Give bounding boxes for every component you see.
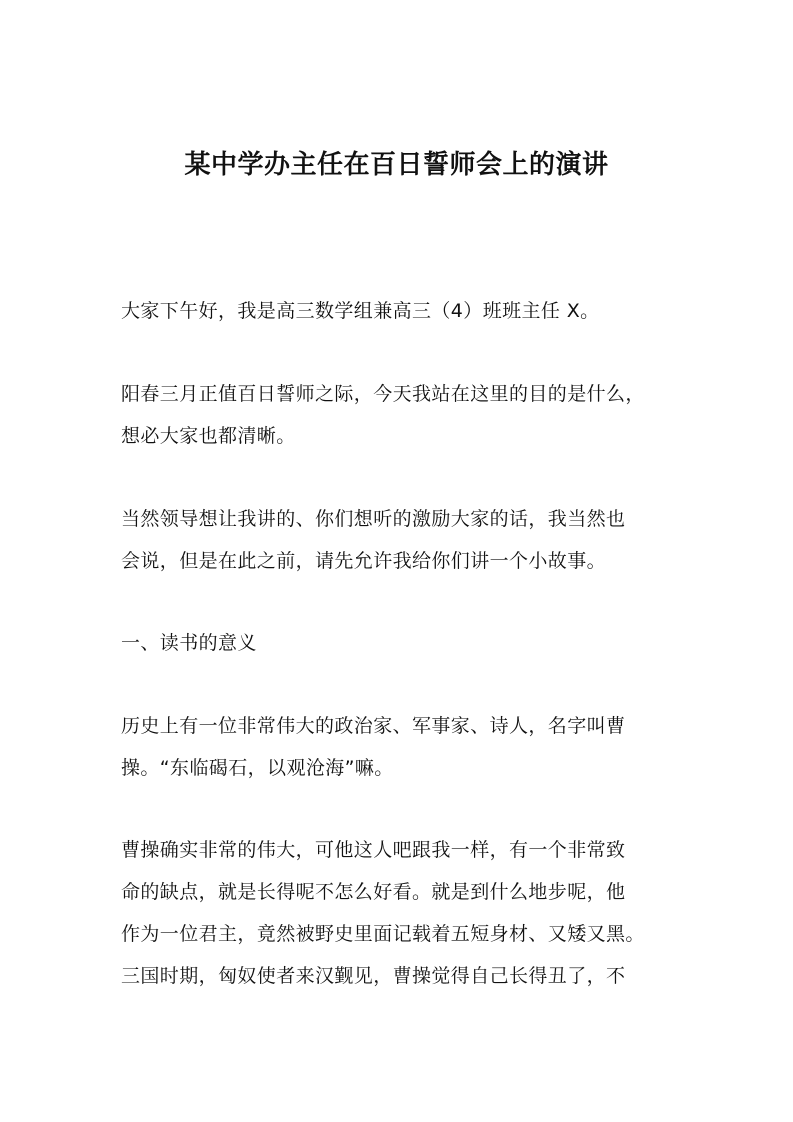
paragraph-line: 曹操确实非常的伟大，可他这人吧跟我一样，有一个非常致 — [121, 839, 626, 861]
paragraph-line: 阳春三月正值百日誓师之际，今天我站在这里的目的是什么， — [121, 383, 645, 405]
paragraph-line: 当然领导想让我讲的、你们想听的激励大家的话，我当然也 — [121, 508, 626, 530]
paragraph-line: 想必大家也都清晰。 — [121, 425, 296, 447]
paragraph-line: 作为一位君主，竟然被野史里面记载着五短身材、又矮又黑。 — [121, 923, 645, 945]
paragraph-greeting — [121, 290, 696, 332]
paragraph-line: 大家下午好，我是高三数学组兼高三（4）班班主任 X。 — [121, 300, 600, 322]
paragraph-line: 操。“东临碣石，以观沧海”嘛。 — [121, 757, 394, 779]
section-heading-text: 一、读书的意义 — [121, 632, 257, 654]
paragraph-story-intro — [121, 498, 696, 582]
paragraph-line: 历史上有一位非常伟大的政治家、军事家、诗人，名字叫曹 — [121, 715, 626, 737]
document-title: 某中学办主任在百日誓师会上的演讲 — [184, 150, 609, 181]
paragraph-cao-cao-intro — [121, 705, 696, 789]
paragraph-line: 三国时期，匈奴使者来汉觐见，曹操觉得自己长得丑了，不 — [121, 965, 626, 987]
paragraph-line: 会说，但是在此之前，请先允许我给你们讲一个小故事。 — [121, 550, 607, 572]
paragraph-purpose — [121, 373, 696, 457]
section-heading — [121, 622, 696, 664]
paragraph-cao-cao-story — [121, 829, 696, 997]
paragraph-line: 命的缺点，就是长得呢不怎么好看。就是到什么地步呢，他 — [121, 881, 626, 903]
